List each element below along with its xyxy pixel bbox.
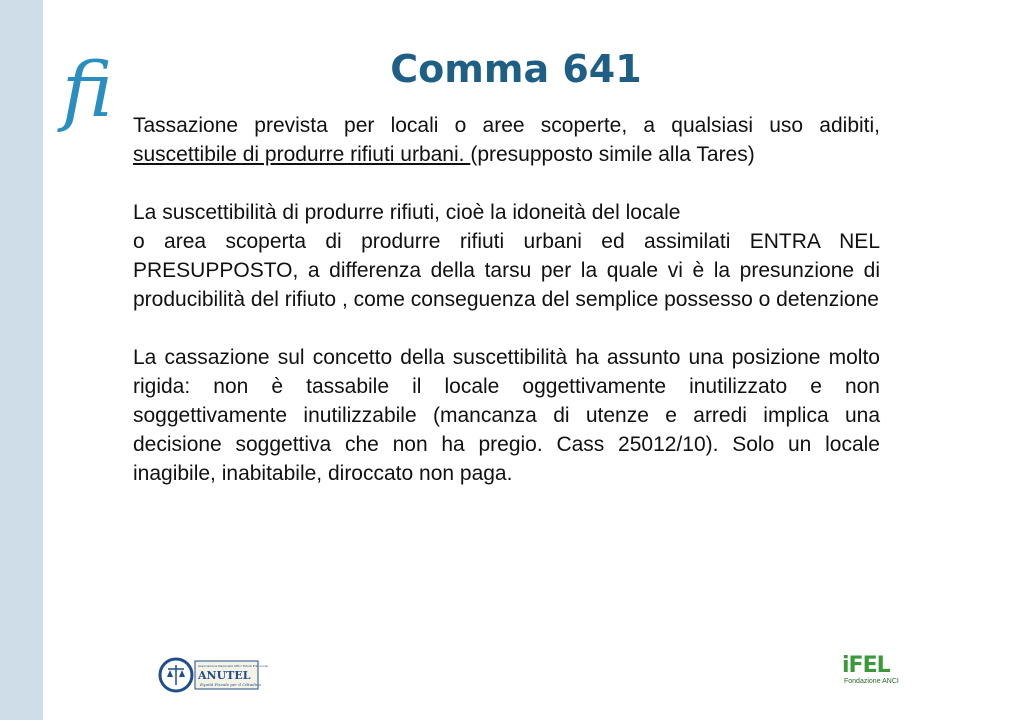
ifel-logo-subtitle: Fondazione ANCI (844, 678, 899, 685)
svg-text:Equità Fiscale per il Cittadin: Equità Fiscale per il Cittadino (200, 682, 261, 687)
paragraph-2-line-1: La suscettibilità di produrre rifiuti, cioè la idoneità del locale (133, 201, 681, 224)
paragraph-1-end: (presupposto simile alla Tares) (470, 143, 755, 166)
anutel-logo (158, 655, 269, 700)
left-decorative-band (0, 0, 43, 720)
paragraph-2 (133, 198, 880, 314)
paragraph-2-rest: o area scoperta di produrre rifiuti urbani ed assimilati ENTRA NEL PRESUPPOSTO, a differenza della tarsu per la quale vi è la presunzione di producibilità del rifiuto , come conseguenza del semplice possesso o detenzione (133, 230, 880, 311)
ifel-logo (842, 654, 899, 686)
svg-text:ANUTEL: ANUTEL (198, 669, 251, 682)
slide-body (133, 111, 880, 488)
slide-title: Comma 641 (390, 47, 642, 91)
ifel-logo-text: iFEL (842, 653, 890, 678)
paragraph-1-start: Tassazione prevista per locali o aree scoperte, a qualsiasi uso adibiti, (133, 114, 880, 137)
paragraph-1-underlined: suscettibile di produrre rifiuti urbani. (133, 143, 471, 166)
paragraph-3: La cassazione sul concetto della suscettibilità ha assunto una posizione molto rigida: non è tassabile il locale oggettivamente inutilizzato e non soggettivamente inutilizzabile (mancanza di utenze e arredi implica una decisione soggettiva che non ha pregio. Cass 25012/10). Solo un locale inagibile, inabitabile, diroccato non paga. (133, 346, 880, 485)
svg-text:fi: fi (62, 45, 113, 134)
svg-text:Associazione Nazionale Uffici: Associazione Nazionale Uffici Tributi Enti Locali (198, 664, 269, 668)
paragraph-1 (133, 111, 880, 169)
